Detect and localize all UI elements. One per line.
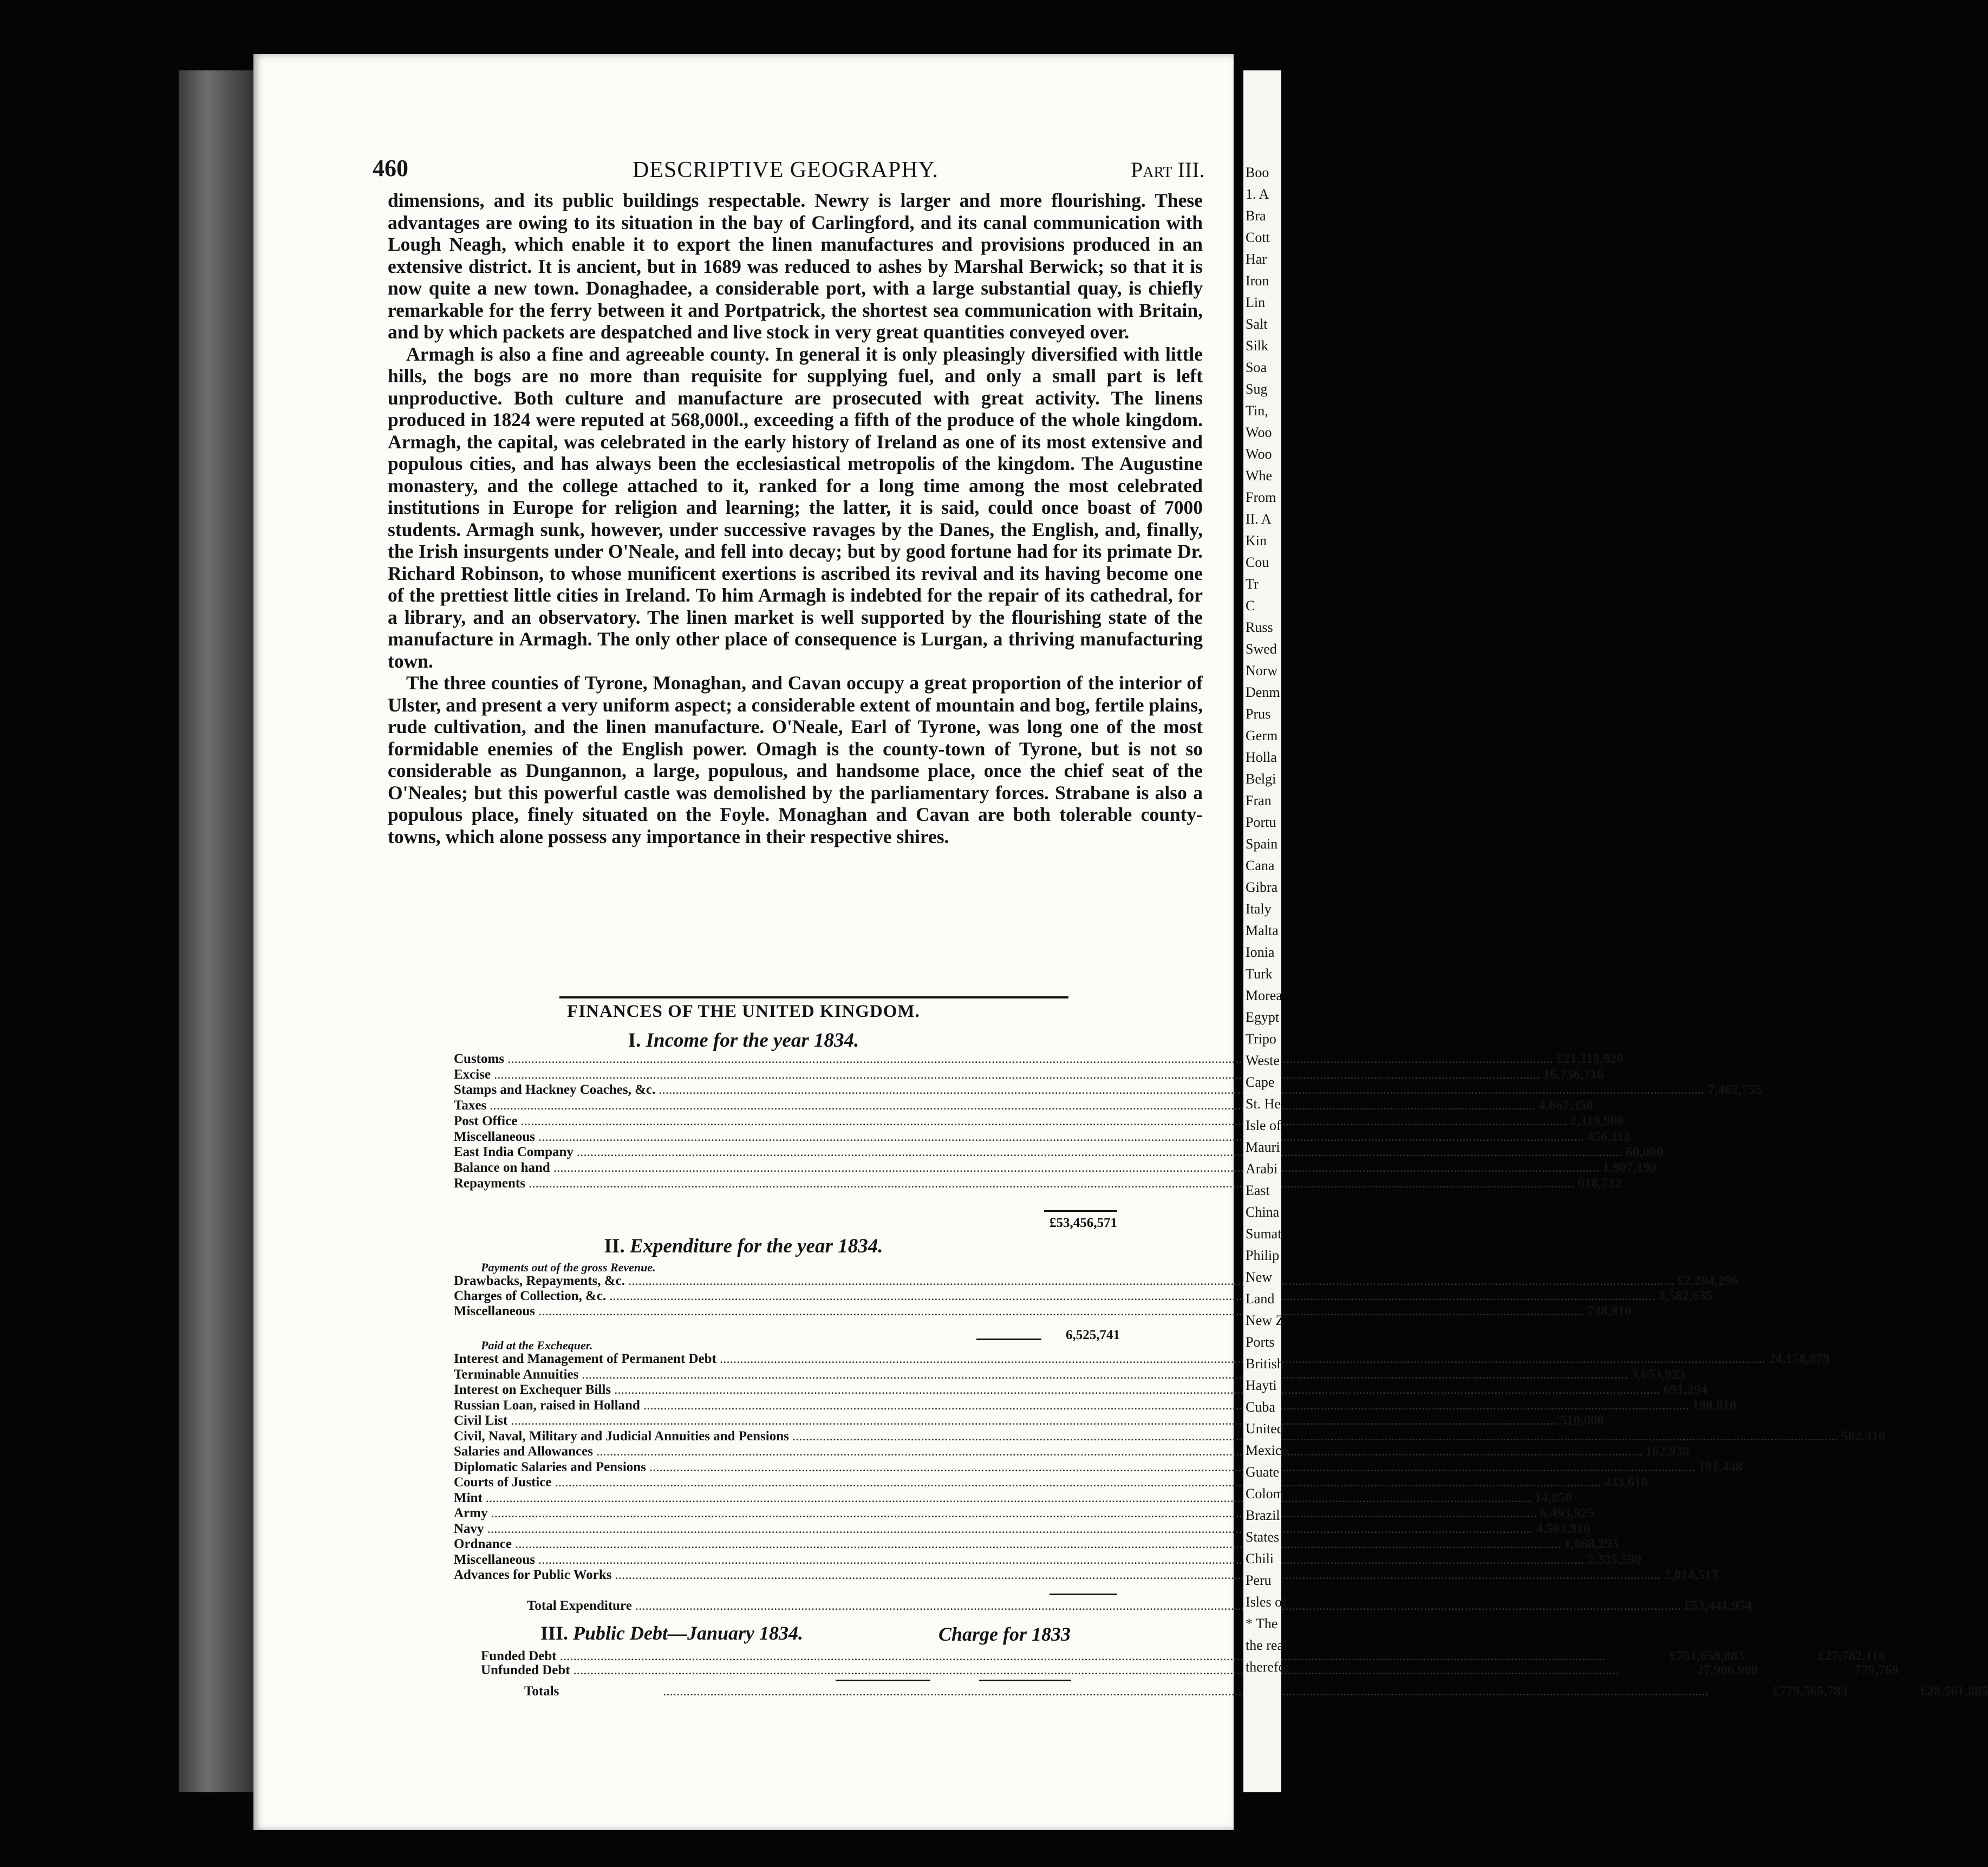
- section-divider: [559, 996, 1068, 998]
- row-label: Navy: [454, 1521, 484, 1536]
- row-label: Civil, Naval, Military and Judicial Annuities and Pensions: [454, 1428, 789, 1444]
- facing-page-fragment: Guate: [1246, 1464, 1280, 1480]
- row-value: 4,503,910: [1536, 1521, 1591, 1536]
- row-label: Charges of Collection, &c.: [454, 1289, 607, 1303]
- row-label: Balance on hand: [454, 1160, 550, 1175]
- facing-page-fragment: Malta: [1246, 923, 1279, 938]
- row-label: Excise: [454, 1067, 491, 1082]
- row-value: 60,000: [1626, 1145, 1663, 1160]
- facing-page-fragment: Denm: [1246, 684, 1280, 700]
- leader-dots: [553, 1160, 1599, 1176]
- facing-page-fragment: Sug: [1246, 381, 1268, 397]
- facing-page-fragment: Gibra: [1246, 879, 1278, 895]
- facing-page-fragment: C: [1246, 598, 1255, 613]
- leader-dots: [507, 1052, 1553, 1067]
- row-label: Civil List: [454, 1413, 508, 1428]
- income-total-rule: [1044, 1210, 1117, 1212]
- leader-dots: [560, 1649, 1606, 1664]
- section-number: II.: [604, 1235, 625, 1257]
- facing-page-fragment: Mauri: [1246, 1139, 1280, 1155]
- body-text: [388, 190, 1203, 847]
- row-label: Diplomatic Salaries and Pensions: [454, 1459, 646, 1474]
- row-label: Interest and Management of Permanent Debt: [454, 1352, 716, 1366]
- leader-dots: [628, 1274, 1674, 1289]
- section-heading: Public Debt—January 1834.: [573, 1622, 804, 1644]
- debt-heading: [540, 1622, 803, 1644]
- row-value: £21,118,920: [1556, 1052, 1624, 1066]
- leader-dots: [615, 1568, 1660, 1583]
- facing-page-fragment: Chili: [1246, 1551, 1274, 1566]
- row-label: Army: [454, 1506, 488, 1520]
- facing-page-fragment: United: [1246, 1421, 1284, 1437]
- facing-page-fragment: Woo: [1246, 425, 1272, 440]
- leader-dots: [635, 1598, 1681, 1614]
- row-value: 3,582,635: [1658, 1289, 1713, 1303]
- facing-page-fragment: Mexico: [1246, 1442, 1289, 1458]
- leader-dots: [596, 1444, 1642, 1459]
- row-value: 691,294: [1663, 1382, 1707, 1397]
- facing-page-fragment: Lin: [1246, 295, 1266, 310]
- facing-page-fragment: Ionia: [1246, 944, 1275, 960]
- row-value: 7,462,755: [1707, 1082, 1762, 1098]
- facing-page-fragment: Weste: [1246, 1053, 1280, 1068]
- row-value: 2,335,590: [1587, 1552, 1642, 1567]
- facing-page-fragment: Swed: [1246, 641, 1277, 657]
- facing-page-fragment: Germ: [1246, 728, 1278, 743]
- income-total: £53,456,571: [1050, 1216, 1117, 1230]
- debt-total-rule: [836, 1680, 930, 1681]
- leader-dots: [538, 1304, 1584, 1319]
- row-value: 190,810: [1692, 1398, 1737, 1413]
- income-row: [454, 1129, 1631, 1145]
- expenditure-total-rule: [1050, 1594, 1117, 1595]
- expenditure-heading: [253, 1235, 1234, 1258]
- facing-page-fragment: Fran: [1246, 793, 1272, 808]
- leader-dots: [792, 1429, 1838, 1444]
- facing-page-fragment: Portu: [1246, 814, 1276, 830]
- row-value: £2,204,296: [1677, 1274, 1738, 1288]
- leader-dots: [515, 1537, 1561, 1552]
- row-value: 1,068,293: [1564, 1537, 1619, 1551]
- exchequer-payment-row: [454, 1413, 1604, 1428]
- facing-page-fragment: therefor: [1246, 1659, 1290, 1675]
- facing-page-fragment: 1. A: [1246, 186, 1269, 202]
- facing-page-fragment: Turk: [1246, 966, 1273, 982]
- row-value: 502,310: [1841, 1428, 1886, 1444]
- facing-page-fragment: II. A: [1246, 511, 1272, 527]
- leader-dots: [555, 1475, 1601, 1490]
- section-number: III.: [540, 1622, 569, 1644]
- income-heading: [253, 1029, 1234, 1052]
- facing-page-fragment: Soa: [1246, 360, 1267, 375]
- facing-page-fragment: Iron: [1246, 273, 1269, 289]
- facing-page-fragment: Sumat: [1246, 1226, 1282, 1242]
- leader-dots: [720, 1352, 1765, 1367]
- row-label: Russian Loan, raised in Holland: [454, 1398, 640, 1413]
- row-value: 1,907,190: [1602, 1160, 1657, 1175]
- row-value: 433,610: [1604, 1475, 1648, 1490]
- facing-page-fragment: Arabi: [1246, 1161, 1278, 1177]
- facing-page-fragment: Bra: [1246, 208, 1266, 224]
- charge-heading: Charge for 1833: [938, 1623, 1071, 1645]
- facing-page-fragment: States: [1246, 1529, 1280, 1545]
- facing-page-fragment: From: [1246, 489, 1276, 505]
- facing-page-fragment: Brazil: [1246, 1507, 1280, 1523]
- facing-page-fragment: Land: [1246, 1291, 1275, 1307]
- row-value: 16,756,716: [1543, 1067, 1604, 1082]
- facing-page-fragment: Norw: [1246, 663, 1278, 678]
- facing-page-fragment: Philip: [1246, 1248, 1280, 1263]
- row-value: 738,810: [1587, 1304, 1632, 1318]
- facing-page-fragment: British: [1246, 1356, 1284, 1372]
- section-heading: Income for the year 1834.: [646, 1029, 859, 1052]
- paragraph: Armagh is also a fine and agreeable county. In general it is only pleasingly diversified with little hills, the bogs are no more than requisite for supplying fuel, and only a small part is left unproductive. Both culture and manufacture are prosecuted with great activity. The linens produced in 1824 were reputed at 568,000l., exceeding a fifth of the produce of the whole kingdom. Armagh, the capital, was celebrated in the early history of Ireland as one of its most extensive and populous cities, and has always been the ecclesiastical metropolis of the kingdom. The Augustine monastery, and the college attached to it, ranked for a long time among the most celebrated institutions in Europe for religion and learning; the latter, it is said, could once boast of 7000 students. Armagh sunk, however, under successive ravages by the Danes, the English, and, finally, the Irish insurgents under O'Neale, and fell into decay; but by good fortune had for its primate Dr. Richard Robinson, to whose munificent exertions is ascribed its revival and its having become one of the prettiest little cities in Ireland. To him Armagh is indebted for the repair of its cathedral, for a library, and an observatory. The linen market is well supported by the flourishing state of the manufacture in Armagh. The only other place of consequence is Lurgan, a thriving manufacturing town.: [388, 343, 1203, 672]
- facing-page-fragment: Holla: [1246, 749, 1277, 765]
- page-number: 460: [373, 155, 408, 181]
- facing-page-fragment: Egypt: [1246, 1009, 1280, 1025]
- facing-page-fragment: Ports: [1246, 1334, 1275, 1350]
- section-number: I.: [628, 1029, 641, 1052]
- row-label: Miscellaneous: [454, 1552, 535, 1567]
- row-label: Funded Debt: [481, 1649, 557, 1663]
- facing-page-fragment: East: [1246, 1183, 1270, 1198]
- leader-dots: [643, 1398, 1689, 1413]
- facing-page-fragment: Isle of: [1246, 1118, 1281, 1133]
- row-value: 456,118: [1587, 1129, 1631, 1144]
- facing-page-fragment: Woo: [1246, 446, 1272, 462]
- facing-page-fragment: Tin,: [1246, 403, 1268, 419]
- row-label: Miscellaneous: [454, 1304, 535, 1318]
- row-charge: £27,782,116: [1818, 1649, 1885, 1663]
- row-label: Salaries and Allowances: [454, 1444, 593, 1459]
- total-expenditure-label: Total Expenditure: [527, 1598, 632, 1613]
- leader-dots: [614, 1382, 1660, 1398]
- row-value: 6,493,925: [1540, 1506, 1594, 1520]
- facing-page-fragment: Boo: [1246, 165, 1269, 180]
- facing-page-fragment: Belgi: [1246, 771, 1276, 787]
- leader-dots: [538, 1130, 1584, 1145]
- leader-dots: [659, 1082, 1704, 1098]
- book-spine-edge: [179, 70, 260, 1792]
- row-value: 14,850: [1535, 1490, 1572, 1505]
- gross-payment-row: [454, 1304, 1632, 1319]
- leader-dots: [494, 1067, 1540, 1082]
- exchequer-payment-row: [454, 1367, 1685, 1382]
- gross-revenue-subhead: Payments out of the gross Revenue.: [481, 1261, 656, 1274]
- facing-page-fragment: Isles of: [1246, 1594, 1287, 1610]
- running-head: DESCRIPTIVE GEOGRAPHY.: [633, 158, 938, 182]
- row-label: Customs: [454, 1052, 505, 1066]
- row-label: Ordnance: [454, 1537, 512, 1551]
- facing-page-fragment: New Z: [1246, 1313, 1285, 1328]
- leader-dots: [490, 1098, 1535, 1113]
- facing-page-fragment: Hayti: [1246, 1378, 1277, 1393]
- leader-dots: [491, 1506, 1536, 1521]
- row-label: Stamps and Hackney Coaches, &c.: [454, 1082, 656, 1098]
- facing-page-fragment: Morea: [1246, 988, 1282, 1003]
- debt-row: [481, 1649, 1885, 1664]
- leader-dots: [511, 1413, 1556, 1428]
- row-value: £751,658,883: [1670, 1649, 1744, 1663]
- debt-totals-row: [524, 1684, 1988, 1699]
- facing-page-fragment: New: [1246, 1269, 1273, 1285]
- section-heading: Expenditure for the year 1834.: [629, 1235, 883, 1257]
- debt-totals-value: £779,565,783: [1772, 1684, 1848, 1699]
- leader-dots: [649, 1460, 1695, 1475]
- row-label: East India Company: [454, 1145, 573, 1160]
- row-value: 181,448: [1698, 1459, 1743, 1474]
- row-value: 618,732: [1578, 1176, 1622, 1191]
- leader-dots: [529, 1176, 1574, 1191]
- facing-page-fragment: the real: [1246, 1637, 1288, 1653]
- row-label: Terminable Annuities: [454, 1367, 579, 1382]
- facing-page-fragment: Har: [1246, 251, 1267, 267]
- row-label: Drawbacks, Repayments, &c.: [454, 1274, 625, 1288]
- facing-page-fragment: Salt: [1246, 316, 1268, 332]
- exchequer-subhead: Paid at the Exchequer.: [481, 1339, 593, 1352]
- charge-total-rule: [979, 1680, 1071, 1681]
- leader-dots: [577, 1145, 1622, 1160]
- row-label: Unfunded Debt: [481, 1663, 570, 1677]
- row-value: 27,906,900: [1697, 1663, 1758, 1677]
- row-charge: 779,769: [1854, 1663, 1899, 1677]
- row-label: Interest on Exchequer Bills: [454, 1382, 611, 1397]
- leader-dots: [538, 1552, 1584, 1568]
- leader-dots: [573, 1663, 1619, 1678]
- leader-dots: [582, 1367, 1627, 1382]
- exchequer-payment-row: [454, 1475, 1648, 1490]
- row-label: Courts of Justice: [454, 1475, 552, 1490]
- row-value: 4,667,350: [1539, 1098, 1593, 1113]
- leader-dots: [487, 1522, 1533, 1537]
- facing-page-fragment: Colom: [1246, 1486, 1284, 1502]
- row-value: 2,014,513: [1664, 1568, 1718, 1582]
- facing-page-fragment: Italy: [1246, 901, 1272, 917]
- facing-page-fragment: Cott: [1246, 230, 1270, 245]
- facing-page-fragment: St. He: [1246, 1096, 1281, 1112]
- facing-page-fragment: Silk: [1246, 338, 1268, 354]
- facing-page-fragment: Whe: [1246, 468, 1273, 484]
- total-expenditure-value: £53,441,954: [1684, 1598, 1752, 1613]
- facing-page-fragment: Tripo: [1246, 1031, 1276, 1047]
- leader-dots: [520, 1114, 1566, 1129]
- row-value: 24,158,879: [1769, 1352, 1830, 1366]
- row-label: Repayments: [454, 1176, 525, 1191]
- row-value: 2,319,980: [1569, 1113, 1624, 1128]
- debt-totals-charge: £28,561,885: [1920, 1684, 1988, 1699]
- facing-page-fragment: Cuba: [1246, 1399, 1275, 1415]
- row-value: 510,000: [1560, 1413, 1604, 1428]
- leader-dots: [663, 1684, 1709, 1699]
- row-label: Post Office: [454, 1113, 518, 1128]
- facing-page-fragment: Peru: [1246, 1572, 1272, 1588]
- finances-title: FINANCES OF THE UNITED KINGDOM.: [567, 1002, 920, 1021]
- row-label: Taxes: [454, 1098, 487, 1113]
- debt-totals-label: Totals: [524, 1684, 559, 1699]
- row-label: Miscellaneous: [454, 1129, 535, 1144]
- facing-page-fragment: Tr: [1246, 576, 1259, 592]
- facing-page-fragment: Cana: [1246, 858, 1275, 873]
- facing-page-fragment: Cape: [1246, 1074, 1275, 1090]
- part-label: Part III.: [1131, 158, 1205, 182]
- paragraph: dimensions, and its public buildings respectable. Newry is larger and more flourishing. These advantages are owing to its situation in the bay of Carlingford, and its canal communication with Lough Neagh, which enable it to export the linen manufactures and provisions produced in an extensive district. It is ancient, but in 1689 was reduced to ashes by Marshal Berwick; so that it is now quite a new town. Donaghadee, a considerable port, with a large substantial quay, is chiefly remarkable for the ferry between it and Portpatrick, the shortest sea communication with Britain, and by which packets are despatched and live stock in very great quantities conveyed over.: [388, 190, 1203, 343]
- facing-page-fragment: Kin: [1246, 533, 1267, 549]
- facing-page-fragment: Russ: [1246, 619, 1273, 635]
- leader-dots: [486, 1491, 1531, 1506]
- row-label: Mint: [454, 1490, 483, 1505]
- leader-dots: [609, 1289, 1655, 1304]
- facing-page-fragment: * The: [1246, 1616, 1278, 1631]
- row-value: 162,930: [1645, 1444, 1690, 1459]
- facing-page-fragment: China: [1246, 1204, 1280, 1220]
- gross-total: 6,525,741: [1066, 1328, 1120, 1342]
- facing-page-fragment: Prus: [1246, 706, 1271, 722]
- facing-page-edge: [1243, 70, 1290, 1792]
- facing-page-fragment: Spain: [1246, 836, 1278, 852]
- row-label: Advances for Public Works: [454, 1568, 612, 1582]
- row-value: 3,653,923: [1631, 1367, 1685, 1382]
- paragraph: The three counties of Tyrone, Monaghan, and Cavan occupy a great proportion of the interior of Ulster, and present a very uniform aspect; a considerable extent of mountain and bog, fertile plains, rude cultivation, and the linen manufacture. O'Neale, Earl of Tyrone, was long one of the most formidable enemies of the English power. Omagh is the county-town of Tyrone, but is not so considerable as Dungannon, a large, populous, and handsome place, once the chief seat of the O'Neales; but this powerful castle was demolished by the parliamentary forces. Strabane is also a populous place, finely situated on the Foyle. Monaghan and Cavan are both tolerable county-towns, which alone possess any importance in their respective shires.: [388, 672, 1203, 847]
- facing-page-fragment: Cou: [1246, 554, 1269, 570]
